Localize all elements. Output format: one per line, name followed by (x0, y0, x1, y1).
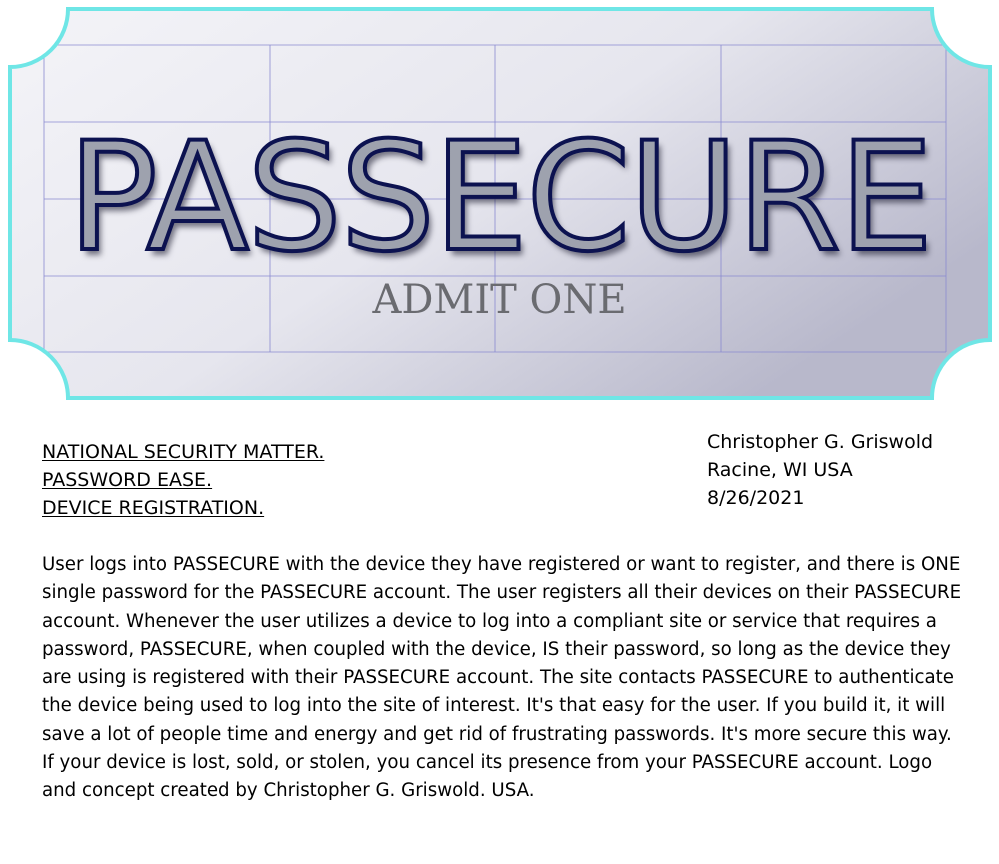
heading-national-security: NATIONAL SECURITY MATTER. (42, 441, 325, 463)
headings-list (42, 438, 324, 522)
admit-one-ticket-logo (0, 0, 999, 405)
admit-one-subtitle: ADMIT ONE (372, 277, 627, 323)
author-block (707, 428, 933, 512)
author-date: 8/26/2021 (707, 487, 805, 509)
heading-password-ease: PASSWORD EASE. (42, 469, 213, 491)
concept-description: User logs into PASSECURE with the device they have registered or want to register, and there is ONE single password for the PASSECURE account. The user registers all their devices on their PASSECURE account. Whenever the user utilizes a device to log into a compliant site or service that requires a password, PASSECURE, when coupled with the device, IS their password, so long as the device they are using is registered with their PASSECURE account. The site contacts PASSECURE to authenticate the device being used to log into the site of interest. It's that easy for the user. If you build it, it will save a lot of people time and energy and get rid of frustrating passwords. It's more secure this way. If your device is lost, sold, or stolen, you cancel its presence from your PASSECURE account. Logo and concept created by Christopher G. Griswold. USA. (42, 554, 962, 802)
heading-device-registration: DEVICE REGISTRATION. (42, 497, 265, 519)
passecure-logo-title: PASSECURE (67, 111, 932, 285)
author-location: Racine, WI USA (707, 459, 853, 481)
author-name: Christopher G. Griswold (707, 431, 934, 453)
